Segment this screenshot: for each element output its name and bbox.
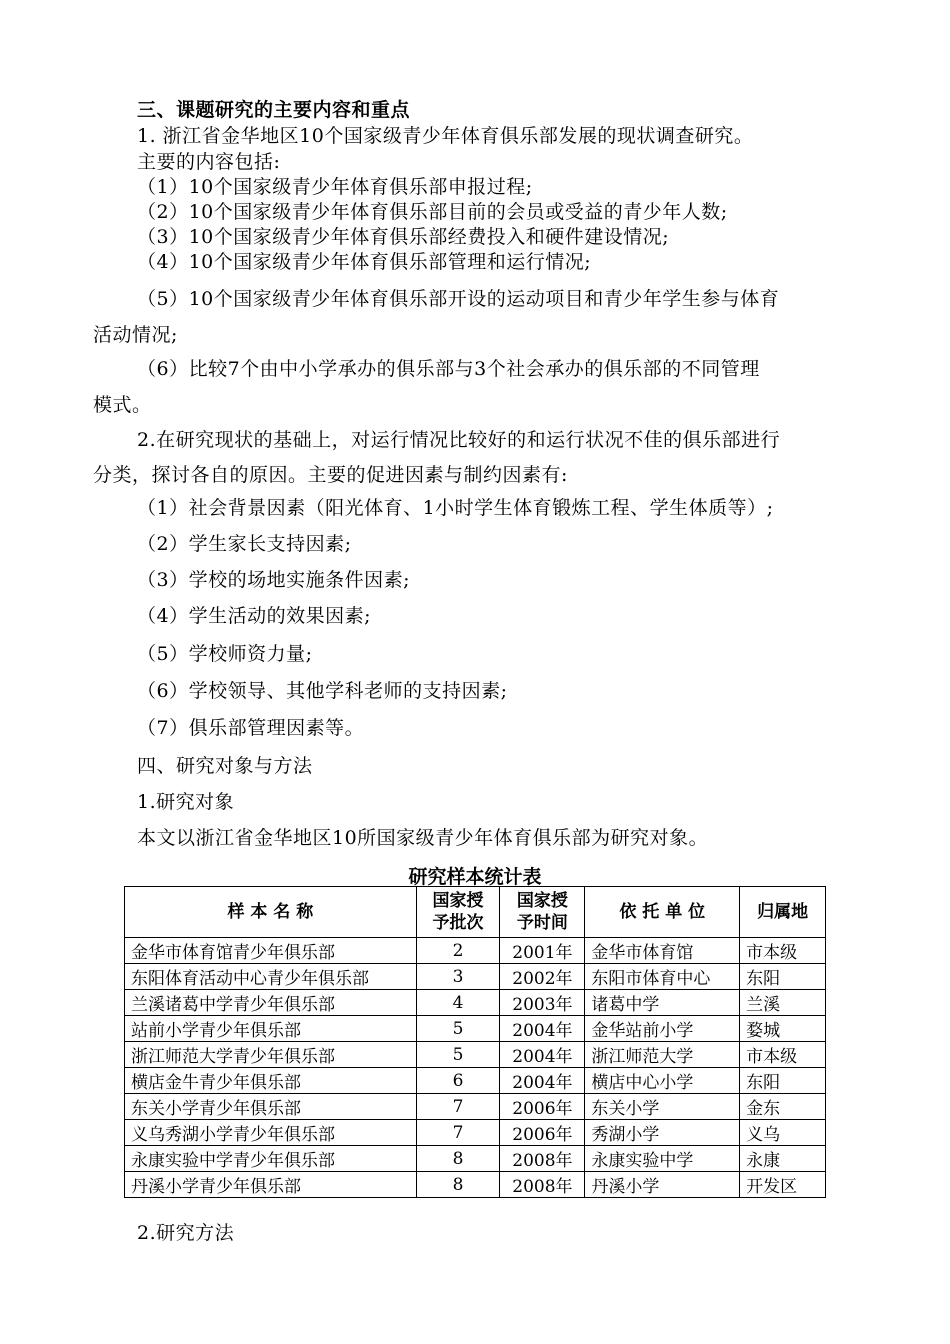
item-2-list-2: （2）学生家长支持因素;: [137, 533, 352, 555]
item-1-point-5-line-1: （5）10个国家级青少年体育俱乐部开设的运动项目和青少年学生参与体育: [137, 288, 780, 310]
table-title: 研究样本统计表: [408, 866, 542, 888]
item-1-intro: 主要的内容包括:: [137, 151, 281, 173]
header-time-line-2: 予时间: [516, 913, 568, 933]
cell-name: 金华市体育馆青少年俱乐部: [125, 938, 417, 964]
cell-unit: 秀湖小学: [585, 1120, 740, 1146]
header-unit: 依 托 单 位: [585, 887, 740, 938]
cell-name: 横店金牛青少年俱乐部: [125, 1068, 417, 1094]
cell-unit: 永康实验中学: [585, 1146, 740, 1172]
cell-area: 市本级: [740, 1042, 826, 1068]
header-batch: [416, 887, 500, 938]
header-time-line-1: 国家授: [516, 891, 568, 911]
cell-year: 2001年: [500, 938, 585, 964]
cell-year: 2004年: [500, 1042, 585, 1068]
cell-unit: 金华站前小学: [585, 1016, 740, 1042]
cell-batch: 8: [416, 1172, 500, 1198]
cell-year: 2006年: [500, 1120, 585, 1146]
cell-batch: 6: [416, 1068, 500, 1094]
cell-area: 开发区: [740, 1172, 826, 1198]
cell-area: 市本级: [740, 938, 826, 964]
cell-unit: 浙江师范大学: [585, 1042, 740, 1068]
cell-name: 丹溪小学青少年俱乐部: [125, 1172, 417, 1198]
cell-unit: 东关小学: [585, 1094, 740, 1120]
item-2-line-2: 分类，探讨各自的原因。主要的促进因素与制约因素有:: [93, 464, 568, 486]
cell-area: 金东: [740, 1094, 826, 1120]
cell-area: 东阳: [740, 964, 826, 990]
header-batch-line-1: 国家授: [432, 891, 484, 911]
table-row: [125, 1068, 826, 1094]
table-row: [125, 1016, 826, 1042]
item-2-list-6: （6）学校领导、其他学科老师的支持因素;: [137, 680, 508, 702]
section-4-1-heading: 1.研究对象: [137, 791, 235, 813]
item-1-list-2: （2）10个国家级青少年体育俱乐部目前的会员或受益的青少年人数;: [137, 201, 728, 223]
table-row: [125, 990, 826, 1016]
cell-name: 永康实验中学青少年俱乐部: [125, 1146, 417, 1172]
item-1-point-6-line-1: （6）比较7个由中小学承办的俱乐部与3个社会承办的俱乐部的不同管理: [137, 358, 760, 380]
cell-batch: 7: [416, 1120, 500, 1146]
cell-unit: 诸葛中学: [585, 990, 740, 1016]
table-row: [125, 1094, 826, 1120]
cell-area: 东阳: [740, 1068, 826, 1094]
cell-year: 2008年: [500, 1146, 585, 1172]
cell-year: 2006年: [500, 1094, 585, 1120]
table-row: [125, 1120, 826, 1146]
header-name: 样 本 名 称: [125, 887, 417, 938]
table-row: [125, 1042, 826, 1068]
table-row: [125, 964, 826, 990]
item-1-title: 1. 浙江省金华地区10个国家级青少年体育俱乐部发展的现状调查研究。: [137, 125, 754, 147]
cell-year: 2002年: [500, 964, 585, 990]
cell-area: 婺城: [740, 1016, 826, 1042]
cell-unit: 横店中心小学: [585, 1068, 740, 1094]
section-4-1-text: 本文以浙江省金华地区10所国家级青少年体育俱乐部为研究对象。: [137, 827, 709, 849]
section-3-heading: 三、课题研究的主要内容和重点: [137, 99, 411, 121]
cell-area: 义乌: [740, 1120, 826, 1146]
cell-name: 东阳体育活动中心青少年俱乐部: [125, 964, 417, 990]
item-2-list-3: （3）学校的场地实施条件因素;: [137, 569, 410, 591]
cell-batch: 4: [416, 990, 500, 1016]
section-4-2-heading: 2.研究方法: [137, 1222, 235, 1244]
table-row: [125, 1146, 826, 1172]
cell-unit: 丹溪小学: [585, 1172, 740, 1198]
item-1-point-5-line-2: 活动情况;: [93, 324, 178, 346]
cell-unit: 金华市体育馆: [585, 938, 740, 964]
item-1-list-3: （3）10个国家级青少年体育俱乐部经费投入和硬件建设情况;: [137, 226, 670, 248]
header-time: [500, 887, 585, 938]
item-1-list-4: （4）10个国家级青少年体育俱乐部管理和运行情况;: [137, 251, 592, 273]
cell-year: 2004年: [500, 1016, 585, 1042]
cell-name: 兰溪诸葛中学青少年俱乐部: [125, 990, 417, 1016]
cell-year: 2008年: [500, 1172, 585, 1198]
item-2-list-1: （1）社会背景因素（阳光体育、1小时学生体育锻炼工程、学生体质等）;: [137, 497, 774, 519]
item-2-list-7: （7）俱乐部管理因素等。: [137, 717, 365, 739]
section-4-heading: 四、研究对象与方法: [137, 755, 313, 777]
table-row: [125, 1172, 826, 1198]
cell-batch: 5: [416, 1016, 500, 1042]
cell-unit: 东阳市体育中心: [585, 964, 740, 990]
header-batch-line-2: 予批次: [432, 913, 484, 933]
cell-batch: 8: [416, 1146, 500, 1172]
item-2-list-5: （5）学校师资力量;: [137, 643, 313, 665]
item-2-line-1: 2.在研究现状的基础上，对运行情况比较好的和运行状况不佳的俱乐部进行: [137, 429, 781, 451]
cell-batch: 7: [416, 1094, 500, 1120]
cell-year: 2004年: [500, 1068, 585, 1094]
table-header-row: [125, 887, 826, 938]
cell-name: 义乌秀湖小学青少年俱乐部: [125, 1120, 417, 1146]
cell-batch: 5: [416, 1042, 500, 1068]
cell-name: 站前小学青少年俱乐部: [125, 1016, 417, 1042]
sample-table: [124, 886, 826, 1198]
cell-area: 永康: [740, 1146, 826, 1172]
item-2-list-4: （4）学生活动的效果因素;: [137, 605, 371, 627]
cell-name: 浙江师范大学青少年俱乐部: [125, 1042, 417, 1068]
cell-year: 2003年: [500, 990, 585, 1016]
cell-batch: 3: [416, 964, 500, 990]
cell-area: 兰溪: [740, 990, 826, 1016]
table-row: [125, 938, 826, 964]
cell-name: 东关小学青少年俱乐部: [125, 1094, 417, 1120]
item-1-list-1: （1）10个国家级青少年体育俱乐部申报过程;: [137, 176, 533, 198]
header-area: 归属地: [740, 887, 826, 938]
cell-batch: 2: [416, 938, 500, 964]
item-1-point-6-line-2: 模式。: [93, 394, 152, 416]
